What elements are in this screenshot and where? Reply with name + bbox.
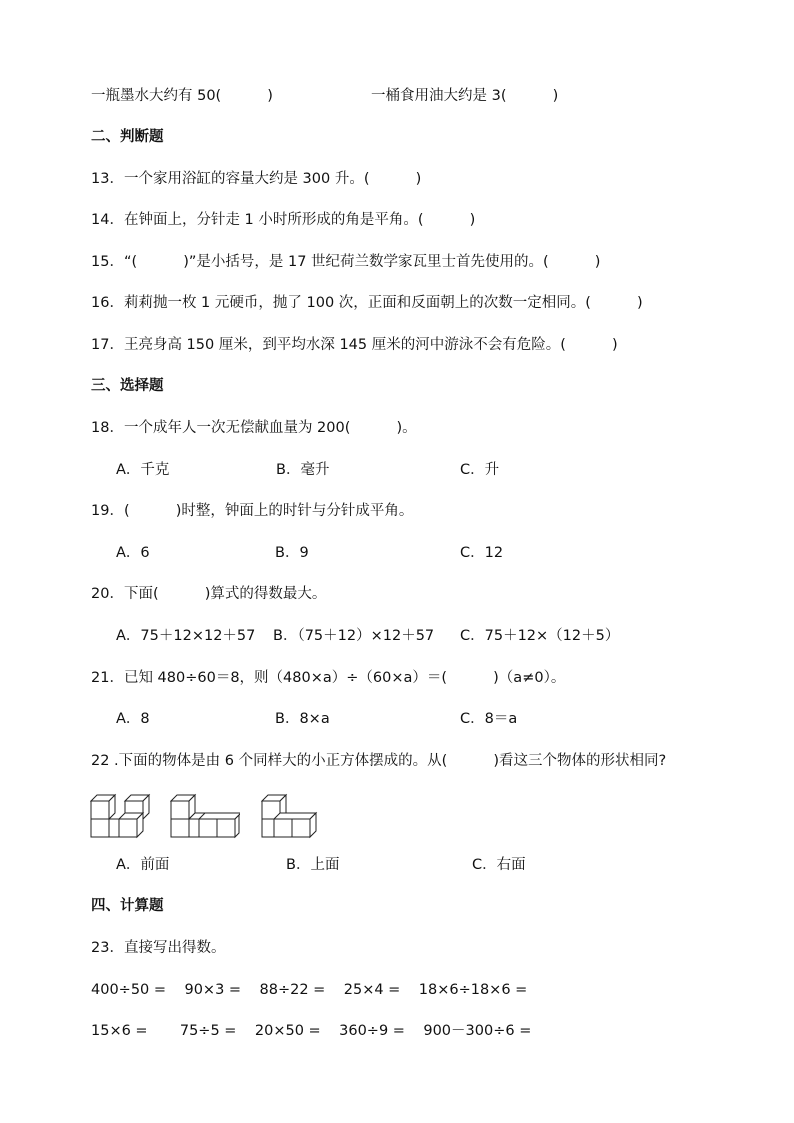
q12-part-a: 一瓶墨水大约有 50( ) (91, 88, 273, 104)
q22-option-c: C．右面 (472, 857, 526, 873)
question-16: 16．莉莉抛一枚 1 元硬币，抛了 100 次，正面和反面朝上的次数一定相同。( ) (91, 295, 643, 311)
question-22: 22 .下面的物体是由 6 个同样大的小正方体摆成的。从( )看这三个物体的形状相同? (91, 753, 667, 769)
q18-option-c: C．升 (460, 462, 500, 478)
section-calc-heading: 四、计算题 (91, 898, 164, 914)
q19-option-b: B．9 (275, 545, 309, 561)
question-13: 13．一个家用浴缸的容量大约是 300 升。( ) (91, 171, 422, 187)
q20-option-c: C．75＋12×（12＋5） (460, 628, 620, 644)
cube-figure-2 (170, 788, 240, 840)
q22-option-b: B．上面 (286, 857, 340, 873)
question-21: 21．已知 480÷60＝8，则（480×a）÷（60×a）＝( )（a≠0）。 (91, 670, 566, 686)
question-17: 17．王亮身高 150 厘米，到平均水深 145 厘米的河中游泳不会有危险。( ) (91, 337, 618, 353)
q21-option-a: A．8 (116, 711, 150, 727)
q18-option-a: A．千克 (116, 462, 170, 478)
q21-option-c: C．8＝a (460, 711, 518, 727)
question-23: 23．直接写出得数。 (91, 940, 226, 956)
q22-option-a: A．前面 (116, 857, 170, 873)
calc-row-1: 400÷50 = 90×3 = 88÷22 = 25×4 = 18×6÷18×6 = (91, 982, 528, 998)
cube-figure-1 (90, 788, 152, 840)
question-18: 18．一个成年人一次无偿献血量为 200( )。 (91, 420, 417, 436)
question-19: 19．( )时整，钟面上的时针与分针成平角。 (91, 503, 414, 519)
cube-figure-3 (261, 788, 323, 840)
q19-option-a: A．6 (116, 545, 150, 561)
q20-option-a: A．75＋12×12＋57 (116, 628, 256, 644)
q21-option-b: B．8×a (275, 711, 330, 727)
section-judge-heading: 二、判断题 (91, 129, 164, 145)
question-20: 20．下面( )算式的得数最大。 (91, 586, 327, 602)
question-14: 14．在钟面上，分针走 1 小时所形成的角是平角。( ) (91, 212, 476, 228)
calc-row-2: 15×6 = 75÷5 = 20×50 = 360÷9 = 900－300÷6 = (91, 1023, 532, 1039)
question-15: 15．“( )”是小括号，是 17 世纪荷兰数学家瓦里士首先使用的。( ) (91, 254, 601, 270)
q19-option-c: C．12 (460, 545, 504, 561)
q18-option-b: B．毫升 (276, 462, 330, 478)
section-choice-heading: 三、选择题 (91, 378, 164, 394)
q12-part-b: 一桶食用油大约是 3( ) (371, 88, 559, 104)
q20-option-b: B．（75＋12）×12＋57 (273, 628, 435, 644)
